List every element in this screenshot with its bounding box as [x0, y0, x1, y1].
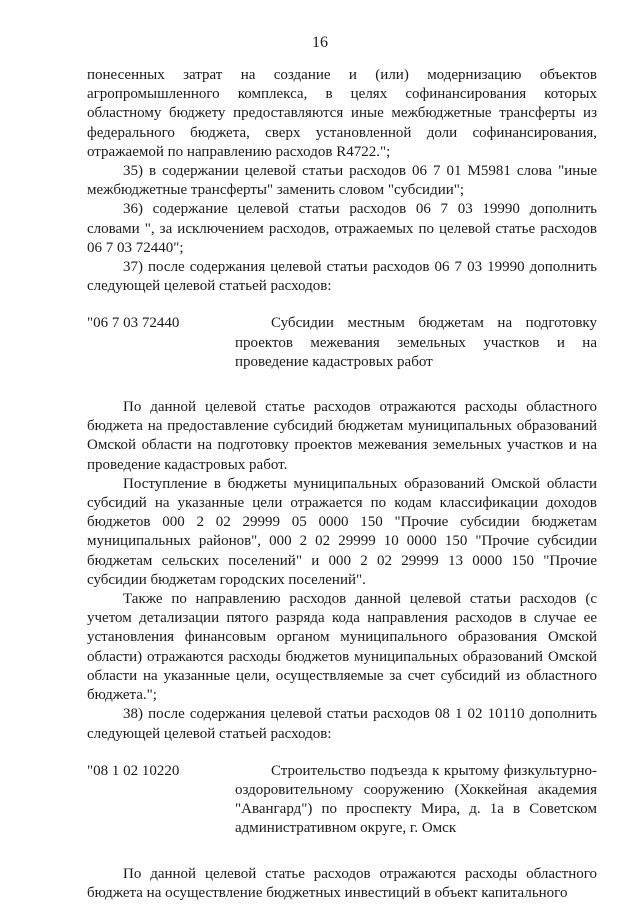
- list-item-35: 35) в содержании целевой статьи расходов 06 7 01 M5981 слова "иные межбюджетные трансферты" заменить словом "субсидии";: [87, 163, 597, 199]
- list-item-37: 37) после содержания целевой статьи расходов 06 7 03 19990 дополнить следующей целевой статьей расходов:: [87, 259, 597, 295]
- paragraph-entry1-3: Также по направлению расходов данной целевой статьи расходов (с учетом детализации пятого разряда кода направления расходов в случае ее установления финансовым органом муниципального образования Омской области) отражаются расходы бюджетов муниципальных образований Омской области на указанные цели, осуществляемые за счет субсидий из областного бюджета.";: [87, 591, 597, 704]
- paragraph-intro: понесенных затрат на создание и (или) модернизацию объектов агропромышленного комплекса, в целях софинансирования которых областному бюджету предоставляются иные межбюджетные трансферты из федерального бюджета, сверх установленной доли софинансирования, отражаемой по направлению расходов R4722.";: [87, 67, 597, 160]
- paragraph-entry1-1: По данной целевой статье расходов отражаются расходы областного бюджета на предоставление субсидий бюджетам муниципальных образований Омской области на подготовку проектов межевания земельных участков и на проведение кадастровых работ.: [87, 399, 597, 473]
- list-item-38: 38) после содержания целевой статьи расходов 08 1 02 10110 дополнить следующей целевой статьей расходов:: [87, 706, 597, 742]
- budget-code-entry-1: [87, 314, 597, 372]
- budget-code-description: Строительство подъезда к крытому физкультурно-оздоровительному сооружению (Хоккейная академия "Авангард") по проспекту Мира, д. 1а в Советском административном округе, г. Омск: [235, 762, 597, 837]
- budget-code: "08 1 02 10220: [87, 762, 180, 779]
- list-item-36: 36) содержание целевой статьи расходов 06 7 03 19990 дополнить словами ", за исключением расходов, отражаемых по целевой статье расходов 06 7 03 72440";: [87, 201, 597, 256]
- budget-code: "06 7 03 72440: [87, 315, 180, 332]
- budget-code-description: Субсидии местным бюджетам на подготовку проектов межевания земельных участков и на проведение кадастровых работ: [235, 315, 597, 370]
- document-body: [87, 66, 597, 903]
- paragraph-entry1-2: Поступление в бюджеты муниципальных образований Омской области субсидий на указанные цели отражается по кодам классификации доходов бюджетов 000 2 02 29999 05 0000 150 "Прочие субсидии бюджетам муниципальных районов", 000 2 02 29999 10 0000 150 "Прочие субсидии бюджетам сельских поселений" и 000 2 02 29999 13 0000 150 "Прочие субсидии бюджетам городских поселений".: [87, 475, 597, 588]
- paragraph-entry2-1: По данной целевой статье расходов отражаются расходы областного бюджета на осуществление бюджетных инвестиций в объект капитального: [87, 865, 597, 901]
- budget-code-entry-2: [87, 762, 597, 839]
- page-number: 16: [312, 34, 328, 51]
